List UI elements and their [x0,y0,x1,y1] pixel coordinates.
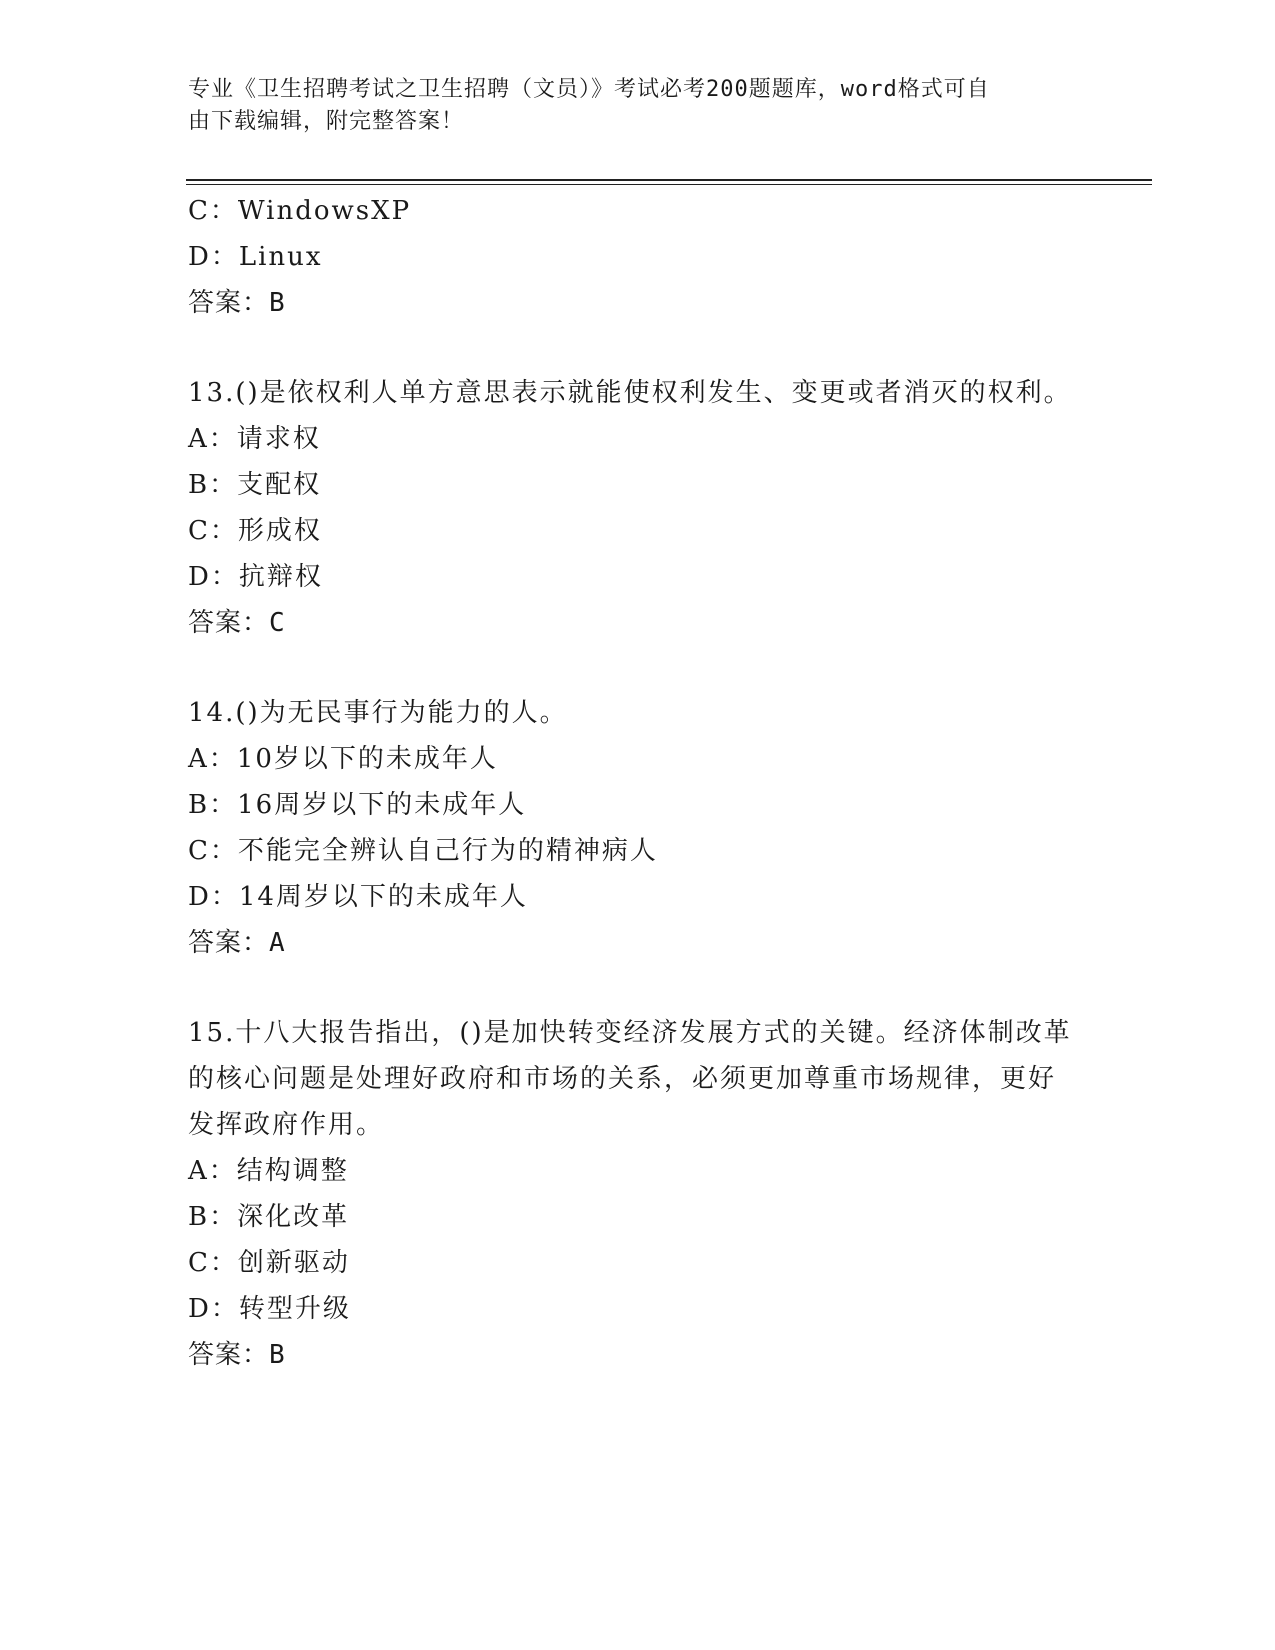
question-15 [188,1010,1088,1378]
header-divider-thick [186,179,1152,181]
answer-label: 答案：C [188,608,286,638]
header-line-2: 由下载编辑，附完整答案！ [188,109,465,134]
option-d: D：转型升级 [188,1294,351,1324]
question-stem: 14.()为无民事行为能力的人。 [188,698,568,728]
option-c: C：创新驱动 [188,1248,350,1278]
answer-label: 答案：B [188,1340,286,1370]
option-b: B：深化改革 [188,1202,350,1232]
option-b: B：支配权 [188,470,322,500]
option-d: D：抗辩权 [188,562,323,592]
option-b: B：16周岁以下的未成年人 [188,790,527,820]
option-d: D：14周岁以下的未成年人 [188,882,528,912]
answer-label: 答案：A [188,928,286,958]
option-c: C：形成权 [188,516,322,546]
option-a: A：10岁以下的未成年人 [188,744,498,774]
question-list [188,188,1088,1378]
question-stem: 13.()是依权利人单方意思表示就能使权利发生、变更或者消灭的权利。 [188,378,1072,408]
option-c: C：不能完全辨认自己行为的精神病人 [188,836,658,866]
option-c: C：WindowsXP [188,196,412,226]
option-a: A：结构调整 [188,1156,349,1186]
answer-label: 答案：B [188,288,286,318]
question-13 [188,370,1088,646]
question-stem: 15.十八大报告指出，()是加快转变经济发展方式的关键。经济体制改革的核心问题是处理好政府和市场的关系，必须更加尊重市场规律，更好发挥政府作用。 [188,1018,1072,1140]
document-header [188,74,1068,138]
question-12-tail [188,188,1088,326]
question-14 [188,690,1088,966]
option-d: D：Linux [188,242,323,272]
header-divider-thin [186,184,1152,185]
header-line-1: 专业《卫生招聘考试之卫生招聘（文员）》考试必考200题题库，word格式可自 [188,77,990,102]
option-a: A：请求权 [188,424,321,454]
